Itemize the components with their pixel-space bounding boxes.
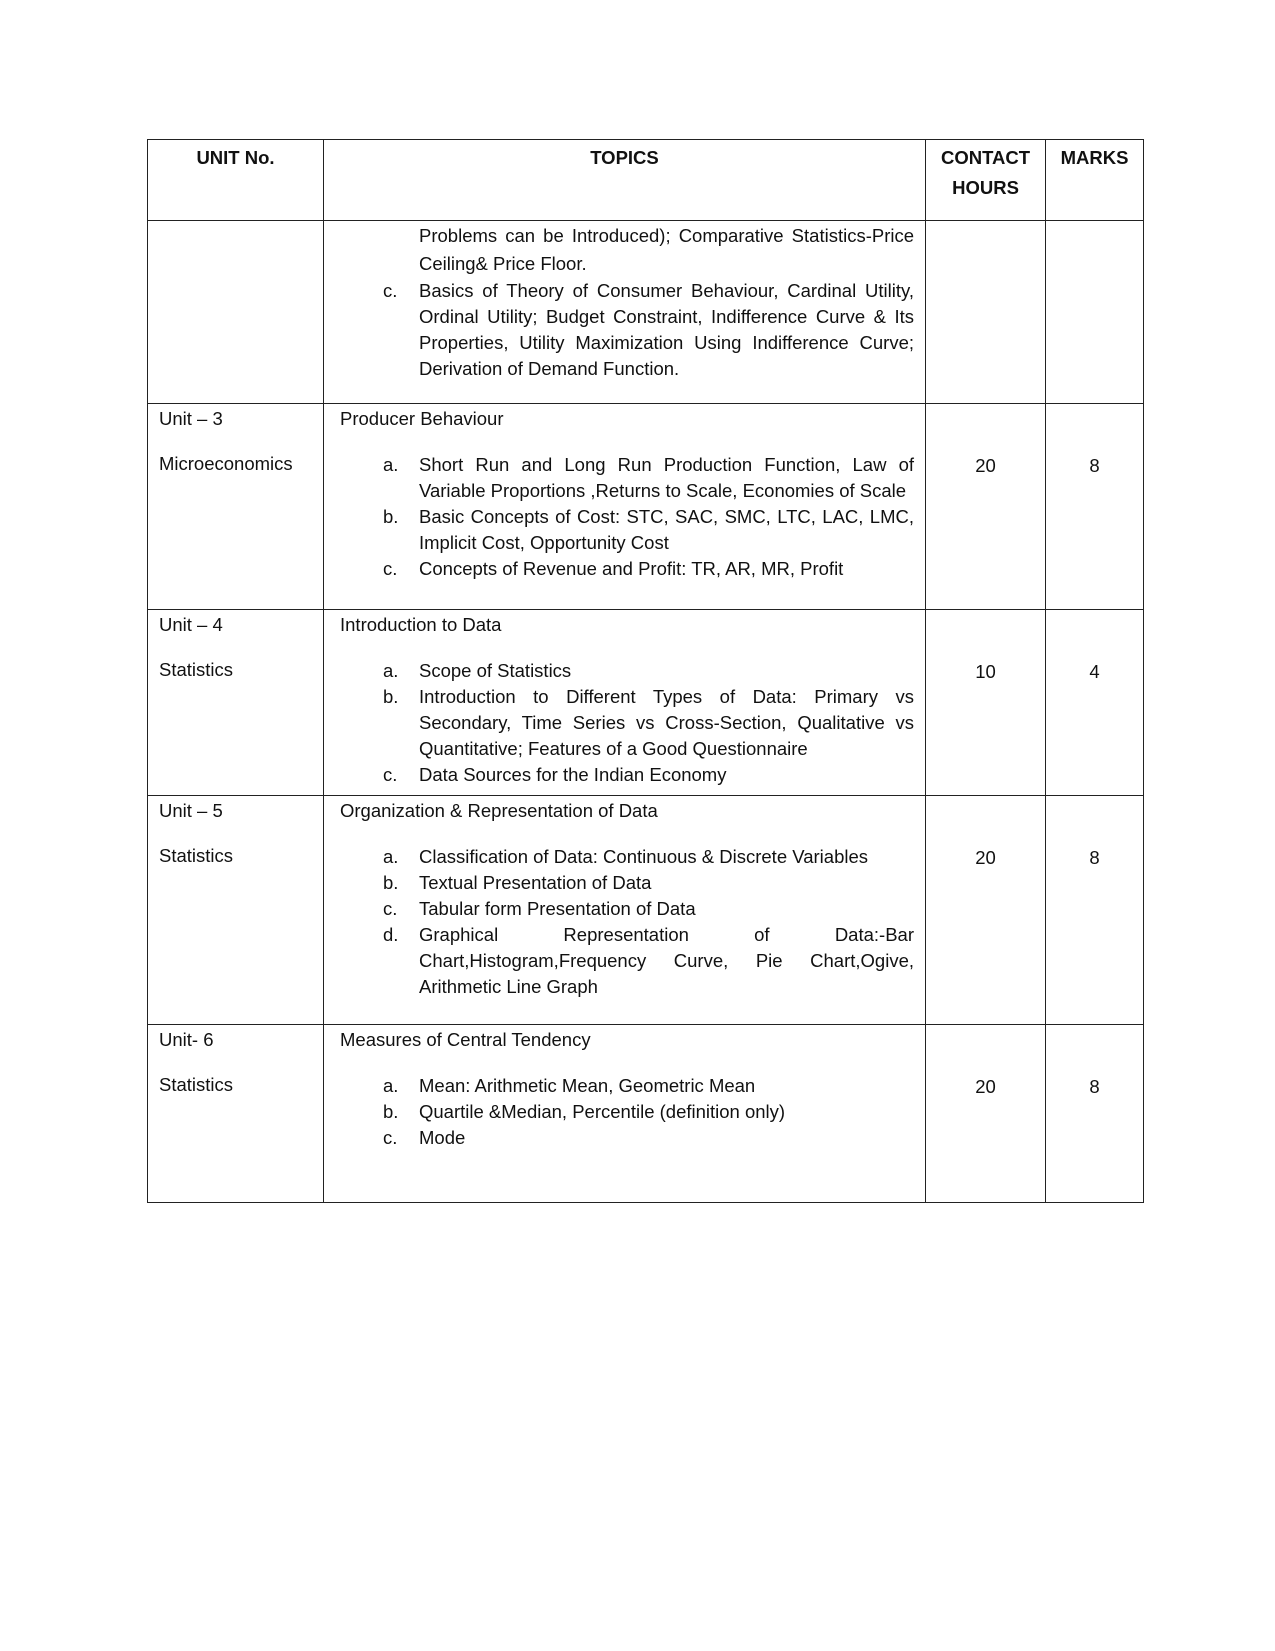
list-item: c. Tabular form Presentation of Data <box>383 898 696 919</box>
list-item: c. Concepts of Revenue and Profit: TR, AR, MR, Profit <box>383 558 844 579</box>
marks-cell: 8 <box>1046 404 1144 610</box>
unit-cell <box>148 796 324 1025</box>
hours-cell: 20 <box>926 796 1046 1025</box>
list-item: Problems can be Introduced); Comparative Statistics-Price Ceiling& Price Floor. <box>419 225 914 274</box>
hours-cell: 20 <box>926 1025 1046 1203</box>
list-item: b. Quartile &Median, Percentile (definition only) <box>383 1101 786 1122</box>
unit-number: Unit – 3 <box>159 408 223 429</box>
topics-cell <box>324 404 926 610</box>
marks-cell <box>1046 221 1144 404</box>
list-item: a. Short Run and Long Run Production Function, Law of Variable Proportions ,Returns to Scale, Economies of Scale <box>383 454 914 501</box>
table-row <box>148 610 1144 796</box>
topics-cell <box>324 610 926 796</box>
unit-cell <box>148 404 324 610</box>
unit-subject: Statistics <box>159 659 234 680</box>
topic-list <box>340 222 914 382</box>
topic-title: Producer Behaviour <box>340 408 504 429</box>
unit-cell <box>148 221 324 404</box>
unit-cell <box>148 1025 324 1203</box>
unit-number: Unit- 6 <box>159 1029 214 1050</box>
marks-cell: 8 <box>1046 1025 1144 1203</box>
topic-title: Measures of Central Tendency <box>340 1029 591 1050</box>
table-row <box>148 796 1144 1025</box>
unit-number: Unit – 4 <box>159 614 223 635</box>
list-item: c. Data Sources for the Indian Economy <box>383 764 727 785</box>
topic-list <box>340 844 914 1000</box>
list-item: b. Basic Concepts of Cost: STC, SAC, SMC, LTC, LAC, LMC, Implicit Cost, Opportunity Cost <box>383 506 914 553</box>
topic-list <box>340 452 914 582</box>
topic-title: Introduction to Data <box>340 614 502 635</box>
table-row <box>148 221 1144 404</box>
marks-cell: 4 <box>1046 610 1144 796</box>
list-item: a. Mean: Arithmetic Mean, Geometric Mean <box>383 1075 756 1096</box>
unit-subject: Statistics <box>159 1074 234 1095</box>
list-item: d. Graphical Representation of Data:-Bar Chart,Histogram,Frequency Curve, Pie Chart,Ogive, Arithmetic Line Graph <box>383 924 914 997</box>
hours-cell: 20 <box>926 404 1046 610</box>
topics-cell <box>324 1025 926 1203</box>
header-topics: TOPICS <box>324 140 926 221</box>
list-item: c. Basics of Theory of Consumer Behaviour, Cardinal Utility, Ordinal Utility; Budget Constraint, Indifference Curve & Its Properties, Utility Maximization Using Indifference Curve; Derivation of Demand Function. <box>383 280 914 379</box>
table-row <box>148 1025 1144 1203</box>
topics-cell <box>324 221 926 404</box>
unit-subject: Microeconomics <box>159 453 293 474</box>
list-item: c. Mode <box>383 1127 466 1148</box>
header-marks: MARKS <box>1046 140 1144 221</box>
topic-list <box>340 658 914 788</box>
unit-cell <box>148 610 324 796</box>
list-item: a. Classification of Data: Continuous & Discrete Variables <box>383 846 869 867</box>
list-item: b. Introduction to Different Types of Data: Primary vs Secondary, Time Series vs Cross-Section, Qualitative vs Quantitative; Features of a Good Questionnaire <box>383 686 914 759</box>
marks-cell: 8 <box>1046 796 1144 1025</box>
unit-number: Unit – 5 <box>159 800 223 821</box>
hours-cell <box>926 221 1046 404</box>
table-header-row <box>148 140 1144 221</box>
list-item: b. Textual Presentation of Data <box>383 872 652 893</box>
header-unit: UNIT No. <box>148 140 324 221</box>
unit-subject: Statistics <box>159 845 234 866</box>
topic-title: Organization & Representation of Data <box>340 800 658 821</box>
header-contact-hours: CONTACT HOURS <box>926 140 1046 221</box>
hours-cell: 10 <box>926 610 1046 796</box>
table-row <box>148 404 1144 610</box>
syllabus-table <box>147 139 1144 1203</box>
topics-cell <box>324 796 926 1025</box>
list-item: a. Scope of Statistics <box>383 660 572 681</box>
topic-list <box>340 1073 914 1151</box>
